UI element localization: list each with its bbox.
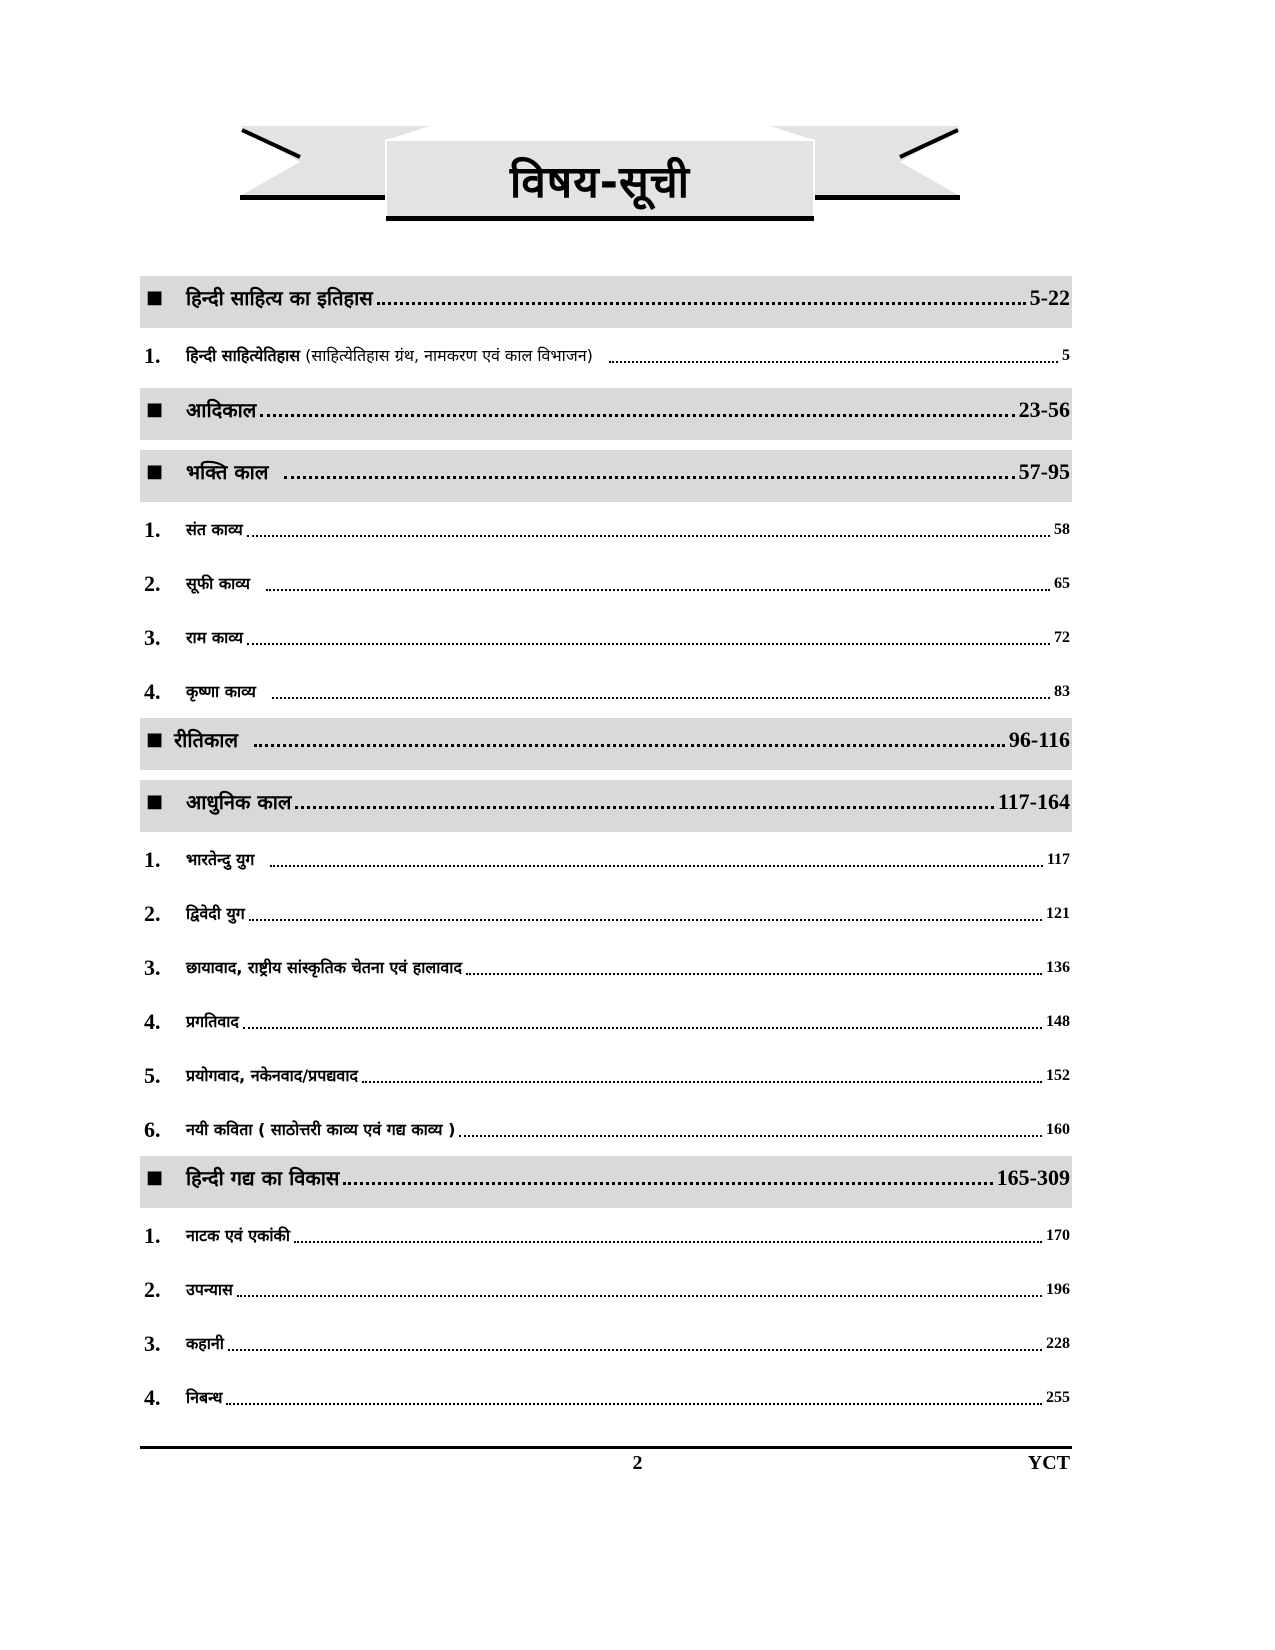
ribbon-left-base — [240, 195, 388, 200]
toc-item-ram-kavya[interactable] — [140, 610, 1072, 664]
toc-item-prayogvad[interactable] — [140, 1048, 1072, 1102]
toc-item-label: भारतेन्दु युग — [186, 850, 255, 869]
toc-item-number: 1. — [144, 517, 161, 542]
toc-item-number: 2. — [144, 1277, 161, 1302]
toc-page-number: 170 — [1046, 1227, 1070, 1244]
toc-item-label: राम काव्य — [186, 628, 244, 647]
dot-leader — [295, 788, 993, 816]
dot-leader — [459, 1116, 1042, 1144]
toc-item-label: नाटक एवं एकांकी — [186, 1226, 290, 1245]
footer-brand: YCT — [1027, 1452, 1070, 1474]
toc-section-hindi-literature-history[interactable] — [140, 276, 1072, 328]
toc-item-bharatendu-yug[interactable] — [140, 832, 1072, 886]
toc-item-label: छायावाद, राष्ट्रीय सांस्कृतिक चेतना एवं हालावाद — [186, 958, 462, 977]
toc-page-range: 96-116 — [1008, 727, 1070, 752]
toc-item-sant-kavya[interactable] — [140, 502, 1072, 556]
toc-item-literary-historiography[interactable] — [140, 328, 1072, 388]
toc-page-number: 58 — [1054, 521, 1070, 538]
toc-section-label: आधुनिक काल — [186, 790, 292, 814]
square-bullet-icon: ■ — [146, 729, 164, 750]
toc-item-label: संत काव्य — [186, 520, 243, 539]
dot-leader — [466, 954, 1042, 982]
toc-item-sufi-kavya[interactable] — [140, 556, 1072, 610]
square-bullet-icon: ■ — [146, 461, 164, 482]
dot-leader — [228, 1330, 1042, 1358]
square-bullet-icon: ■ — [146, 791, 164, 812]
toc-item-label: सूफी काव्य — [186, 574, 251, 593]
dot-leader — [272, 678, 1050, 706]
footer-page-number: 2 — [632, 1452, 643, 1474]
toc-item-nayi-kavita[interactable] — [140, 1102, 1072, 1156]
square-bullet-icon: ■ — [146, 287, 164, 308]
toc-section-label: हिन्दी साहित्य का इतिहास — [186, 286, 373, 310]
toc-item-kahani[interactable] — [140, 1316, 1072, 1370]
dot-leader — [294, 1222, 1042, 1250]
toc-section-bhakti-kal[interactable] — [140, 450, 1072, 502]
toc-page-number: 117 — [1046, 851, 1070, 868]
toc-page-number: 136 — [1046, 959, 1070, 976]
toc-page-range: 23-56 — [1018, 397, 1070, 422]
toc-item-label: द्विवेदी युग — [186, 904, 245, 923]
dot-leader — [249, 900, 1042, 928]
dot-leader — [609, 342, 1058, 370]
dot-leader — [377, 284, 1026, 312]
toc-item-label-main: हिन्दी साहित्येतिहास — [186, 346, 301, 365]
toc-item-label: नयी कविता ( साठोत्तरी काव्य एवं गद्य काव्य ) — [186, 1120, 456, 1139]
toc-section-label: भक्ति काल — [186, 460, 269, 484]
toc-item-number: 5. — [144, 1063, 161, 1088]
toc-item-label-detail: (साहित्येतिहास ग्रंथ, नामकरण एवं काल विभाजन) — [300, 346, 593, 365]
toc-item-number: 1. — [144, 847, 161, 872]
toc-item-number: 3. — [144, 625, 161, 650]
toc-page-number: 5 — [1062, 347, 1070, 364]
toc-item-natak[interactable] — [140, 1208, 1072, 1262]
dot-leader — [254, 726, 1005, 754]
toc-page-number: 196 — [1046, 1281, 1070, 1298]
dot-leader — [270, 846, 1043, 874]
toc-item-number: 1. — [144, 1223, 161, 1248]
toc-page-range: 117-164 — [997, 789, 1070, 814]
title-banner — [240, 122, 960, 232]
dot-leader — [247, 624, 1050, 652]
toc-page-number: 72 — [1054, 629, 1070, 646]
toc-page-number: 148 — [1046, 1013, 1070, 1030]
toc-item-label: प्रगतिवाद — [186, 1012, 239, 1031]
toc-section-adhunik-kal[interactable] — [140, 780, 1072, 832]
toc-item-number: 2. — [144, 901, 161, 926]
toc-item-number: 4. — [144, 1009, 161, 1034]
dot-leader — [243, 1008, 1042, 1036]
square-bullet-icon: ■ — [146, 1167, 164, 1188]
toc-page-range: 5-22 — [1029, 285, 1070, 310]
toc-item-upanyas[interactable] — [140, 1262, 1072, 1316]
toc-page-number: 121 — [1046, 905, 1070, 922]
dot-leader — [343, 1164, 992, 1192]
dot-leader — [226, 1384, 1042, 1412]
toc-section-label: आदिकाल — [186, 398, 257, 422]
toc-item-label: कृष्णा काव्य — [186, 682, 256, 701]
toc-item-chhayavad[interactable] — [140, 940, 1072, 994]
toc-page-range: 165-309 — [996, 1165, 1070, 1190]
toc-page-number: 65 — [1054, 575, 1070, 592]
toc-page-number: 83 — [1054, 683, 1070, 700]
toc-item-number: 1. — [144, 343, 161, 368]
page-title: विषय-सूची — [509, 157, 691, 208]
toc-page-number: 160 — [1046, 1121, 1070, 1138]
toc-page-number: 255 — [1046, 1389, 1070, 1406]
toc-page-number: 152 — [1046, 1067, 1070, 1084]
square-bullet-icon: ■ — [146, 399, 164, 420]
toc-item-krishna-kavya[interactable] — [140, 664, 1072, 718]
toc-section-hindi-prose[interactable] — [140, 1156, 1072, 1208]
dot-leader — [247, 516, 1050, 544]
toc-item-number: 3. — [144, 955, 161, 980]
toc-item-label: उपन्यास — [186, 1280, 233, 1299]
toc-item-label: कहानी — [186, 1334, 224, 1353]
toc-page-number: 228 — [1046, 1335, 1070, 1352]
toc-item-nibandh[interactable] — [140, 1370, 1072, 1424]
toc-item-pragativad[interactable] — [140, 994, 1072, 1048]
toc-item-dwivedi-yug[interactable] — [140, 886, 1072, 940]
dot-leader — [237, 1276, 1042, 1304]
toc-item-number: 4. — [144, 1385, 161, 1410]
toc-item-number: 3. — [144, 1331, 161, 1356]
toc-item-number: 6. — [144, 1117, 161, 1142]
toc-item-label: निबन्ध — [186, 1388, 223, 1407]
dot-leader — [362, 1062, 1042, 1090]
toc-item-number: 4. — [144, 679, 161, 704]
dot-leader — [266, 570, 1050, 598]
footer-divider — [140, 1446, 1072, 1449]
table-of-contents — [140, 276, 1072, 1424]
toc-section-adikal[interactable] — [140, 388, 1072, 440]
dot-leader — [284, 458, 1014, 486]
toc-section-ritikal[interactable] — [140, 718, 1072, 770]
dot-leader — [260, 396, 1014, 424]
toc-item-label — [186, 342, 593, 370]
toc-item-label: प्रयोगवाद, नकेनवाद/प्रपद्यवाद — [186, 1066, 358, 1085]
toc-section-label: रीतिकाल — [174, 728, 239, 752]
toc-page-range: 57-95 — [1018, 459, 1070, 484]
toc-item-number: 2. — [144, 571, 161, 596]
toc-section-label: हिन्दी गद्य का विकास — [186, 1166, 340, 1190]
ribbon-right-base — [812, 195, 960, 200]
